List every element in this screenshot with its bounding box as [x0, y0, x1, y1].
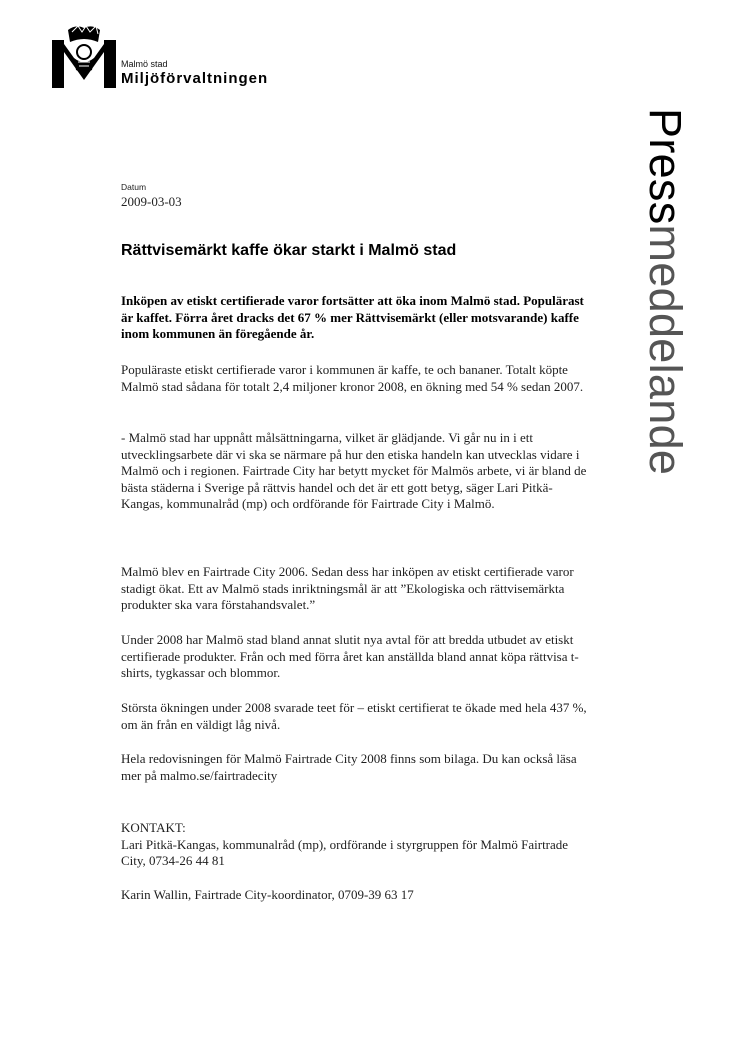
body-paragraph-1: Populäraste etiskt certifierade varor i kommunen är kaffe, te och bananer. Totalt köpte Malmö stad sådana för totalt 2,4 miljoner kronor 2008, en ökning med 54 % sedan 2007. — [121, 362, 584, 394]
body-paragraph-6: Hela redovisningen för Malmö Fairtrade City 2008 finns som bilaga. Du kan också läsa mer på malmo.se/fairtradecity — [121, 751, 577, 783]
lead-paragraph: Inköpen av etiskt certifierade varor fortsätter att öka inom Malmö stad. Populärast är kaffet. Förra året dracks det 67 % mer Rättvisemärkt (eller motsvarande) kaffe inom kommunen än föregående år. — [121, 293, 584, 341]
vertical-label-meddelande: meddelande — [640, 224, 691, 476]
org-name: Malmö stad — [121, 59, 168, 69]
contact-block — [121, 820, 591, 870]
contact-person-2: Karin Wallin, Fairtrade City-koordinator, 0709-39 63 17 — [121, 887, 414, 902]
malmo-crest-logo — [52, 22, 116, 88]
contact-heading: KONTAKT: — [121, 820, 186, 835]
date-label: Datum — [121, 182, 147, 192]
contact-person-1: Lari Pitkä-Kangas, kommunalråd (mp), ordförande i styrgruppen för Malmö Fairtrade City, 0734-26 44 81 — [121, 836, 569, 868]
headline: Rättvisemärkt kaffe ökar starkt i Malmö stad — [121, 242, 457, 259]
vertical-label-press: Press — [640, 108, 691, 225]
body-paragraph-4: Under 2008 har Malmö stad bland annat slutit nya avtal för att bredda utbudet av etiskt certifierade produkter. Från och med förra året kan anställda bland annat köpa rättvisa t-shirts, tygkassar och blommor. — [121, 632, 579, 680]
body-paragraph-2: - Malmö stad har uppnått målsättningarna, vilket är glädjande. Vi går nu in i ett utvecklingsarbete där vi ska se närmare på hur den etiska handeln kan utvecklas vidare i Malmö och i regionen. Fairtrade City har betytt mycket för Malmös arbete, vi är bland de bästa städerna i Sverige på rättvis handel och det är ett gott betyg, säger Lari Pitkä-Kangas, kommunalråd (mp) och ordförande för Fairtrade City i Malmö. — [121, 430, 587, 511]
body-paragraph-3: Malmö blev en Fairtrade City 2006. Sedan dess har inköpen av etiskt certifierade varor stadigt ökat. Ett av Malmö stads inriktningsmål är att ”Ekologiska och rättvisemärkta produkter ska vara förstahandsvalet.” — [121, 564, 574, 612]
department-name: Miljöförvaltningen — [121, 70, 269, 87]
date-value: 2009-03-03 — [121, 194, 182, 209]
pressmeddelande-vertical-label — [640, 108, 690, 475]
body-paragraph-5: Största ökningen under 2008 svarade teet för – etiskt certifierat te ökade med hela 437 %, om än från en väldigt låg nivå. — [121, 700, 587, 732]
